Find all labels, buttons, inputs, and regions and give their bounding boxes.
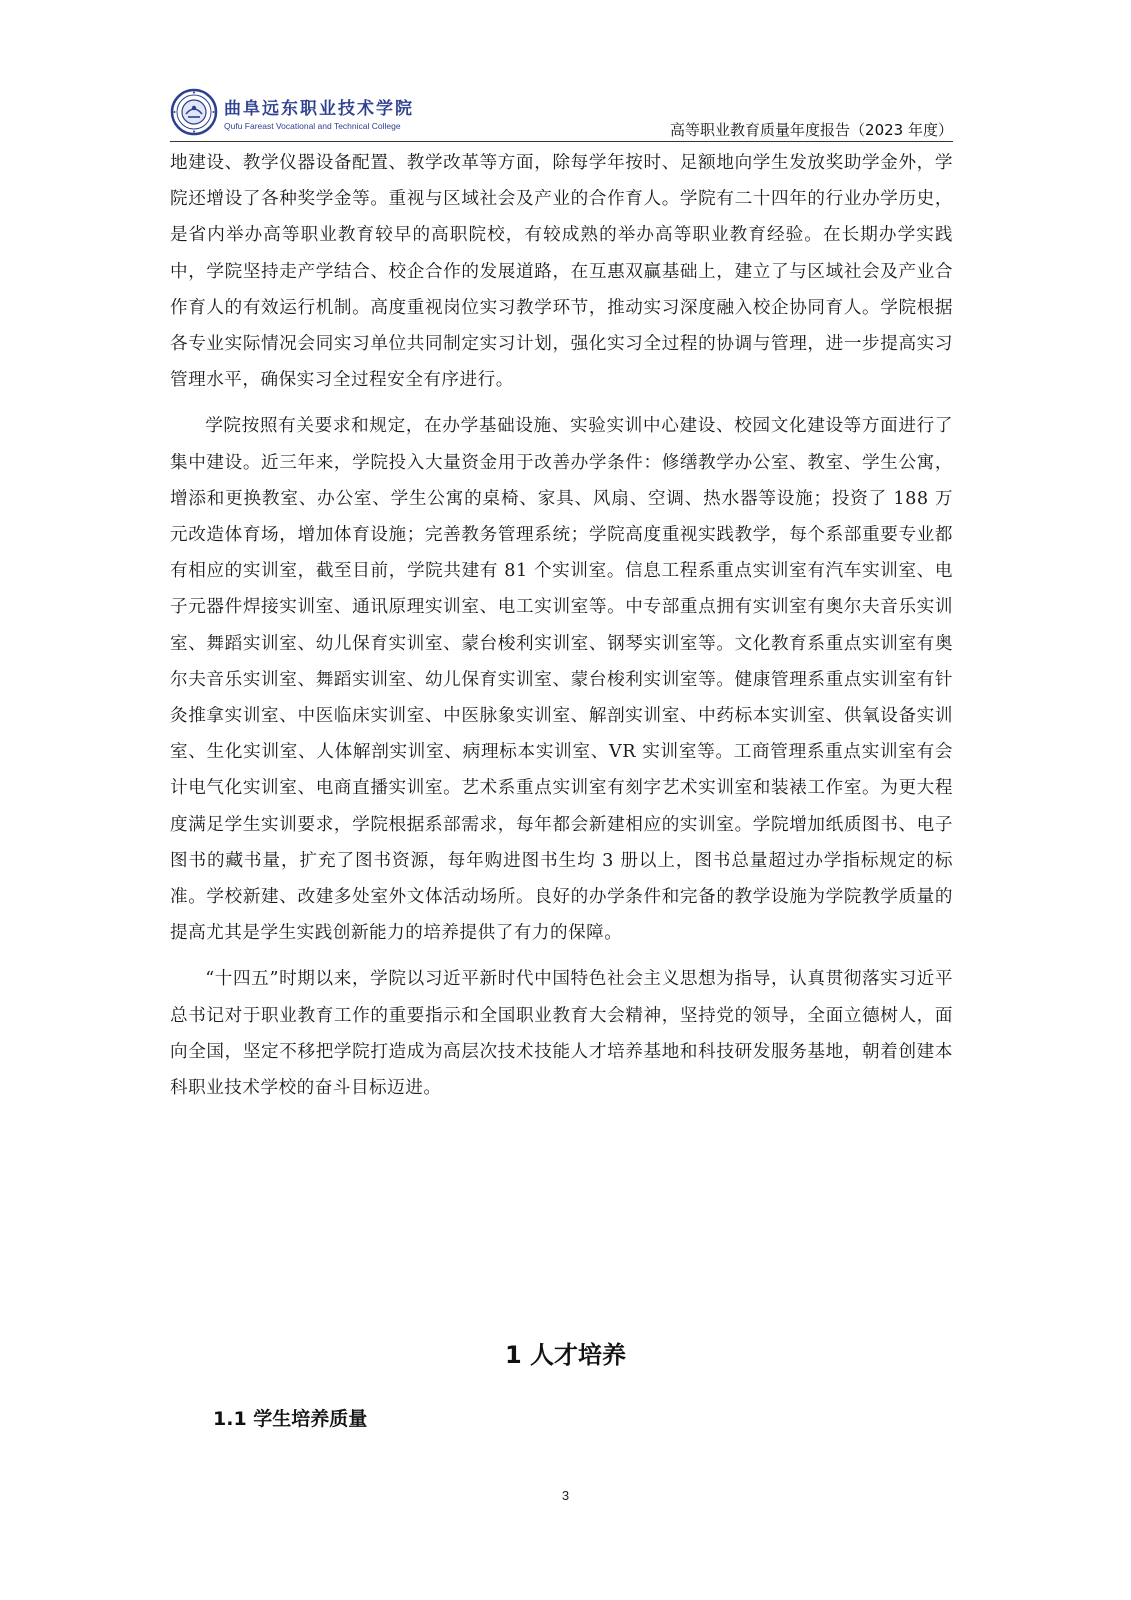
report-title: 高等职业教育质量年度报告（2023 年度） <box>670 121 953 139</box>
college-logo <box>170 88 414 136</box>
logo-english-name: Qufu Fareast Vocational and Technical College <box>224 120 401 131</box>
header-divider <box>170 141 953 142</box>
college-emblem-icon <box>170 88 218 136</box>
section-heading: 1 人才培养 <box>504 1341 627 1369</box>
subsection-heading: 1.1 学生培养质量 <box>213 1408 368 1430</box>
page-number: 3 <box>561 1488 570 1503</box>
page-header <box>170 88 953 144</box>
logo-chinese-name: 曲阜远东职业技术学院 <box>224 98 414 119</box>
paragraph-facilities: 学院按照有关要求和规定，在办学基础设施、实验实训中心建设、校园文化建设等方面进行了集中建设。近三年来，学院投入大量资金用于改善办学条件：修缮教学办公室、教室、学生公寓，增添和更换教室、办公室、学生公寓的桌椅、家具、风扇、空调、热水器等设施；投资了 188 万元改造体育场，增加体育设施；完善教务管理系统；学院高度重视实践教学，每个系部重要专业都有相应的实训室，截至目前，学院共建有 81 个实训室。信息工程系重点实训室有汽车实训室、电子元器件焊接实训室、通讯原理实训室、电工实训室等。中专部重点拥有实训室有奥尔夫音乐实训室、舞蹈实训室、幼儿保育实训室、蒙台梭利实训室、钢琴实训室等。文化教育系重点实训室有奥尔夫音乐实训室、舞蹈实训室、幼儿保育实训室、蒙台梭利实训室等。健康管理系重点实训室有针灸推拿实训室、中医临床实训室、中医脉象实训室、解剖实训室、中药标本实训室、供氧设备实训室、生化实训室、人体解剖实训室、病理标本实训室、VR 实训室等。工商管理系重点实训室有会计电气化实训室、电商直播实训室。艺术系重点实训室有刻字艺术实训室和装裱工作室。为更大程度满足学生实训要求，学院根据系部需求，每年都会新建相应的实训室。学院增加纸质图书、电子图书的藏书量，扩充了图书资源，每年购进图书生均 3 册以上，图书总量超过办学指标规定的标准。学校新建、改建多处室外文体活动场所。良好的办学条件和完备的教学设施为学院教学质量的提高尤其是学生实践创新能力的培养提供了有力的保障。 <box>170 416 953 944</box>
body-text <box>170 145 953 1106</box>
paragraph-continued: 地建设、教学仪器设备配置、教学改革等方面，除每学年按时、足额地向学生发放奖助学金外，学院还增设了各种奖学金等。重视与区域社会及产业的合作育人。学院有二十四年的行业办学历史，是省内举办高等职业教育较早的高职院校，有较成熟的举办高等职业教育经验。在长期办学实践中，学院坚持走产学结合、校企合作的发展道路，在互惠双赢基础上，建立了与区域社会及产业合作育人的有效运行机制。高度重视岗位实习教学环节，推动实习深度融入校企协同育人。学院根据各专业实际情况会同实习单位共同制定实习计划，强化实习全过程的协调与管理，进一步提高实习管理水平，确保实习全过程安全有序进行。 <box>170 153 953 391</box>
paragraph-14th-five-year: “十四五”时期以来，学院以习近平新时代中国特色社会主义思想为指导，认真贯彻落实习近平总书记对于职业教育工作的重要指示和全国职业教育大会精神，坚持党的领导，全面立德树人，面向全国，坚定不移把学院打造成为高层次技术技能人才培养基地和科技研发服务基地，朝着创建本科职业技术学校的奋斗目标迈进。 <box>170 969 953 1099</box>
